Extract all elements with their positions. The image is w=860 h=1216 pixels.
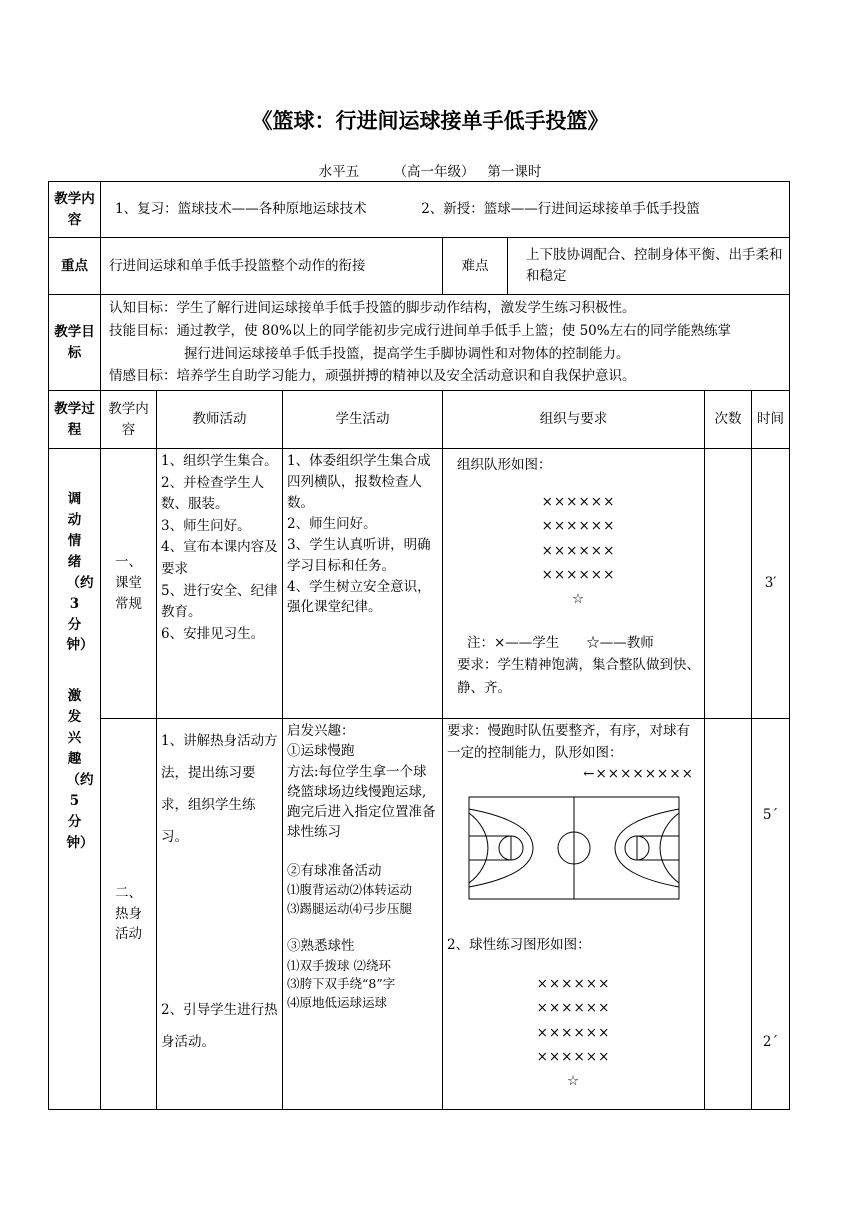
formation-row: ××××××: [541, 542, 616, 559]
teacher-marker: ☆: [566, 1073, 581, 1090]
key-row: [49, 238, 790, 295]
key-header: 重点: [49, 238, 101, 295]
teacher-item: 4、宣布本课内容及要求: [161, 539, 278, 577]
section2-row: [49, 719, 790, 1110]
student-c-2: ⑶胯下双手绕“8”字: [287, 976, 396, 992]
formation-row: ××××××: [536, 1000, 611, 1017]
teacher-col-header: 教师活动: [157, 391, 283, 449]
teacher-step-2: 2、引导学生进行热身活动。: [161, 1001, 278, 1050]
formation-row: ××××××: [536, 976, 611, 993]
content-col-header: 教学内容: [101, 391, 157, 449]
section2-times: [705, 719, 752, 1110]
times-col-header: 次数: [705, 391, 752, 449]
org-requirement: 要求：学生精神饱满，集合整队做到快、静、齐。: [457, 657, 700, 697]
student-a-title: ①运球慢跑: [287, 743, 355, 760]
student-intro: 启发兴趣：: [287, 723, 355, 739]
new-text: 2、新授：篮球——行进间运球接单手低手投篮: [421, 201, 700, 218]
section2-student: [283, 719, 443, 1110]
section1-time: 3′: [752, 449, 790, 719]
formation-row: ××××××: [541, 493, 616, 510]
goals-row: [49, 295, 790, 391]
section2-time-2: 2´: [762, 1033, 779, 1050]
difficulty-text: 上下肢协调配合、控制身体平衡、出手柔和和稳定: [526, 247, 783, 284]
process-header: 教学过程: [49, 391, 101, 449]
teacher-step-1: 1、讲解热身活动方法，提出练习要求，组织学生练习。: [161, 733, 278, 846]
section1-student: [283, 449, 443, 719]
process-header-row: [49, 391, 790, 449]
goals-cell: [101, 295, 790, 391]
goal-skill-2: 握行进间运球接单手低手投篮，提高学生手脚协调性和对物体的控制能力。: [184, 345, 630, 362]
section1-row: [49, 449, 790, 719]
teacher-marker: ☆: [571, 591, 586, 608]
formation-row: ××××××: [541, 518, 616, 535]
section1-teacher: [157, 449, 283, 719]
difficulty-cell: [443, 238, 790, 295]
goal-affective: 情感目标：培养学生自助学习能力，顽强拼搏的精神以及安全活动意识和自我保护意识。: [109, 368, 636, 385]
phase2-label: 激发兴趣（约5分钟）: [66, 688, 94, 851]
student-item: 3、学生认真听讲，明确学习目标和任务。: [287, 536, 431, 574]
org-arrow-line: ←××××××××: [583, 766, 694, 783]
content-header: 教学内容: [49, 182, 101, 238]
difficulty-header: 难点: [443, 238, 508, 294]
student-c-1: ⑴双手拨球 ⑵绕环: [287, 957, 391, 973]
teacher-item: 6、安排见习生。: [161, 625, 265, 642]
lesson-label: 第一课时: [487, 164, 542, 180]
section2-time-cell: [752, 719, 790, 1110]
section1-times: [705, 449, 752, 719]
formation-row: ××××××: [536, 1024, 611, 1041]
section2-content-label: 二、热身活动: [115, 884, 142, 943]
student-c-title: ③熟悉球性: [287, 938, 355, 955]
teacher-item: 5、进行安全、纪律教育。: [161, 582, 278, 621]
right-three-point-arc: [660, 813, 679, 883]
student-item: 4、学生树立安全意识，强化课堂纪律。: [287, 578, 431, 616]
level-label: 水平五: [318, 164, 360, 180]
page-title: 《篮球：行进间运球接单手低手投篮》: [251, 108, 609, 133]
basketball-court-diagram: [461, 791, 687, 905]
goal-cognitive: 认知目标：学生了解行进间运球接单手低手投篮的脚步动作结构，激发学生练习积极性。: [109, 300, 636, 317]
teacher-item: 1、组织学生集合。: [161, 453, 278, 469]
duration-col-header: 时间: [752, 391, 790, 449]
section2-org: [443, 719, 705, 1110]
teacher-item: 3、师生问好。: [161, 517, 251, 534]
teacher-item: 2、并检查学生人数、服装。: [161, 474, 265, 513]
section1-content: [101, 449, 157, 719]
phase-cell: [49, 449, 101, 1110]
phase1-label: 调动情绪（约3分钟）: [66, 491, 94, 654]
formation-row: ××××××: [541, 566, 616, 583]
goal-skill-1: 技能目标：通过教学，使 80%以上的同学能初步完成行进间单手低手上篮；使 50%左右的同学能熟练掌: [109, 322, 732, 339]
drill-title: 2、球性练习图形如图：: [447, 937, 591, 954]
section1-org: [443, 449, 705, 719]
lesson-plan-table: [48, 181, 790, 1110]
content-cell: [101, 182, 790, 238]
section2-time-1: 5´: [762, 807, 779, 823]
key-text: 行进间运球和单手低手投篮整个动作的衔接: [101, 238, 443, 295]
left-three-point-arc: [469, 813, 488, 883]
goals-header: 教学目标: [49, 295, 101, 391]
org-req-text: 要求：慢跑时队伍要整齐，有序，对球有一定的控制能力，队形如图：: [447, 723, 690, 761]
lesson-subtitle: [0, 160, 860, 180]
student-item: 1、体委组织学生集合成四列横队，报数检查人数。: [287, 453, 431, 511]
student-item: 2、师生问好。: [287, 515, 377, 532]
content-row: [49, 182, 790, 238]
student-b-2: ⑶踢腿运动⑷弓步压腿: [287, 900, 413, 916]
student-c-3: ⑷原地低运球运球: [287, 995, 388, 1010]
grade-label: （高一年级）: [393, 164, 475, 180]
legend-note: 注：×——学生 ☆——教师: [467, 635, 654, 652]
formation-row: ××××××: [536, 1048, 611, 1065]
section2-content: [101, 719, 157, 1110]
student-a-text: 方法:每位学生拿一个球绕篮球场边线慢跑运球,跑完后进入指定位置准备球性练习: [287, 763, 436, 841]
student-b-1: ⑴腹背运动⑵体转运动: [287, 881, 413, 897]
section1-content-label: 一、课堂常规: [115, 554, 142, 612]
left-key: [469, 836, 511, 860]
student-b-title: ②有球准备活动: [287, 862, 382, 879]
org-title: 组织队形如图：: [457, 457, 552, 473]
section2-teacher: [157, 719, 283, 1110]
org-col-header: 组织与要求: [443, 391, 705, 449]
review-text: 1、复习：篮球技术——各种原地运球技术: [115, 201, 367, 218]
student-col-header: 学生活动: [283, 391, 443, 449]
